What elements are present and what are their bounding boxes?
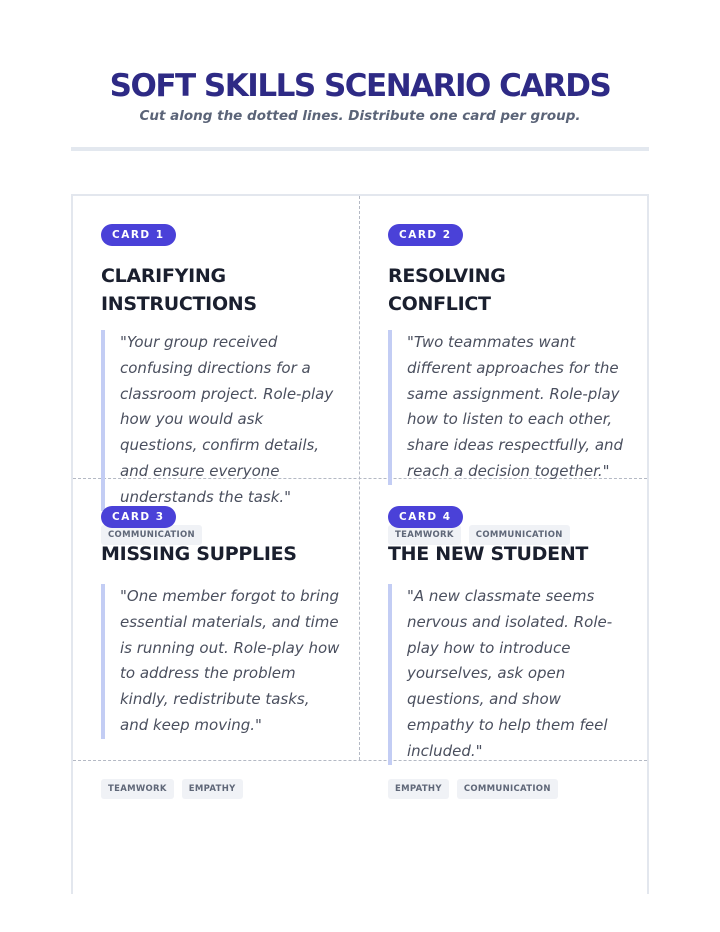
tag-list: [388, 779, 558, 799]
skill-tag: EMPATHY: [388, 779, 449, 799]
skill-tag: TEAMWORK: [388, 525, 461, 545]
skill-tag: COMMUNICATION: [101, 525, 202, 545]
card-badge: CARD 1: [101, 224, 176, 246]
page-title: SOFT SKILLS SCENARIO CARDS: [109, 68, 611, 104]
scenario-quote: [388, 330, 628, 485]
page-subtitle: Cut along the dotted lines. Distribute one card per group.: [139, 108, 581, 124]
card-title: CLARIFYING INSTRUCTIONS: [101, 265, 257, 315]
scenario-quote: [388, 584, 628, 765]
header-divider: [71, 147, 649, 151]
card-badge: CARD 3: [101, 506, 176, 528]
skill-tag: EMPATHY: [182, 779, 243, 799]
scenario-quote: [101, 330, 341, 511]
tag-list: [101, 779, 243, 799]
card-badge: CARD 2: [388, 224, 463, 246]
card-title: MISSING SUPPLIES: [101, 543, 297, 565]
skill-tag: COMMUNICATION: [457, 779, 558, 799]
quote-text: "One member forgot to bring essential materials, and time is running out. Role-play how to address the problem kindly, redistribute tasks, and keep moving.": [120, 587, 340, 734]
quote-text: "Two teammates want different approaches for the same assignment. Role-play how to listen to each other, share ideas respectfully, and reach a decision together.": [407, 333, 624, 480]
card-title: RESOLVING CONFLICT: [388, 265, 506, 315]
card-badge: CARD 4: [388, 506, 463, 528]
quote-text: "Your group received confusing directions for a classroom project. Role-play how you would ask questions, confirm details, and ensure everyone understands the task.": [120, 333, 334, 506]
skill-tag: COMMUNICATION: [469, 525, 570, 545]
scenario-quote: [101, 584, 341, 739]
skill-tag: TEAMWORK: [101, 779, 174, 799]
card-title: THE NEW STUDENT: [388, 543, 589, 565]
quote-text: "A new classmate seems nervous and isolated. Role-play how to introduce yourselves, ask open questions, and show empathy to help them feel included.": [407, 587, 613, 760]
